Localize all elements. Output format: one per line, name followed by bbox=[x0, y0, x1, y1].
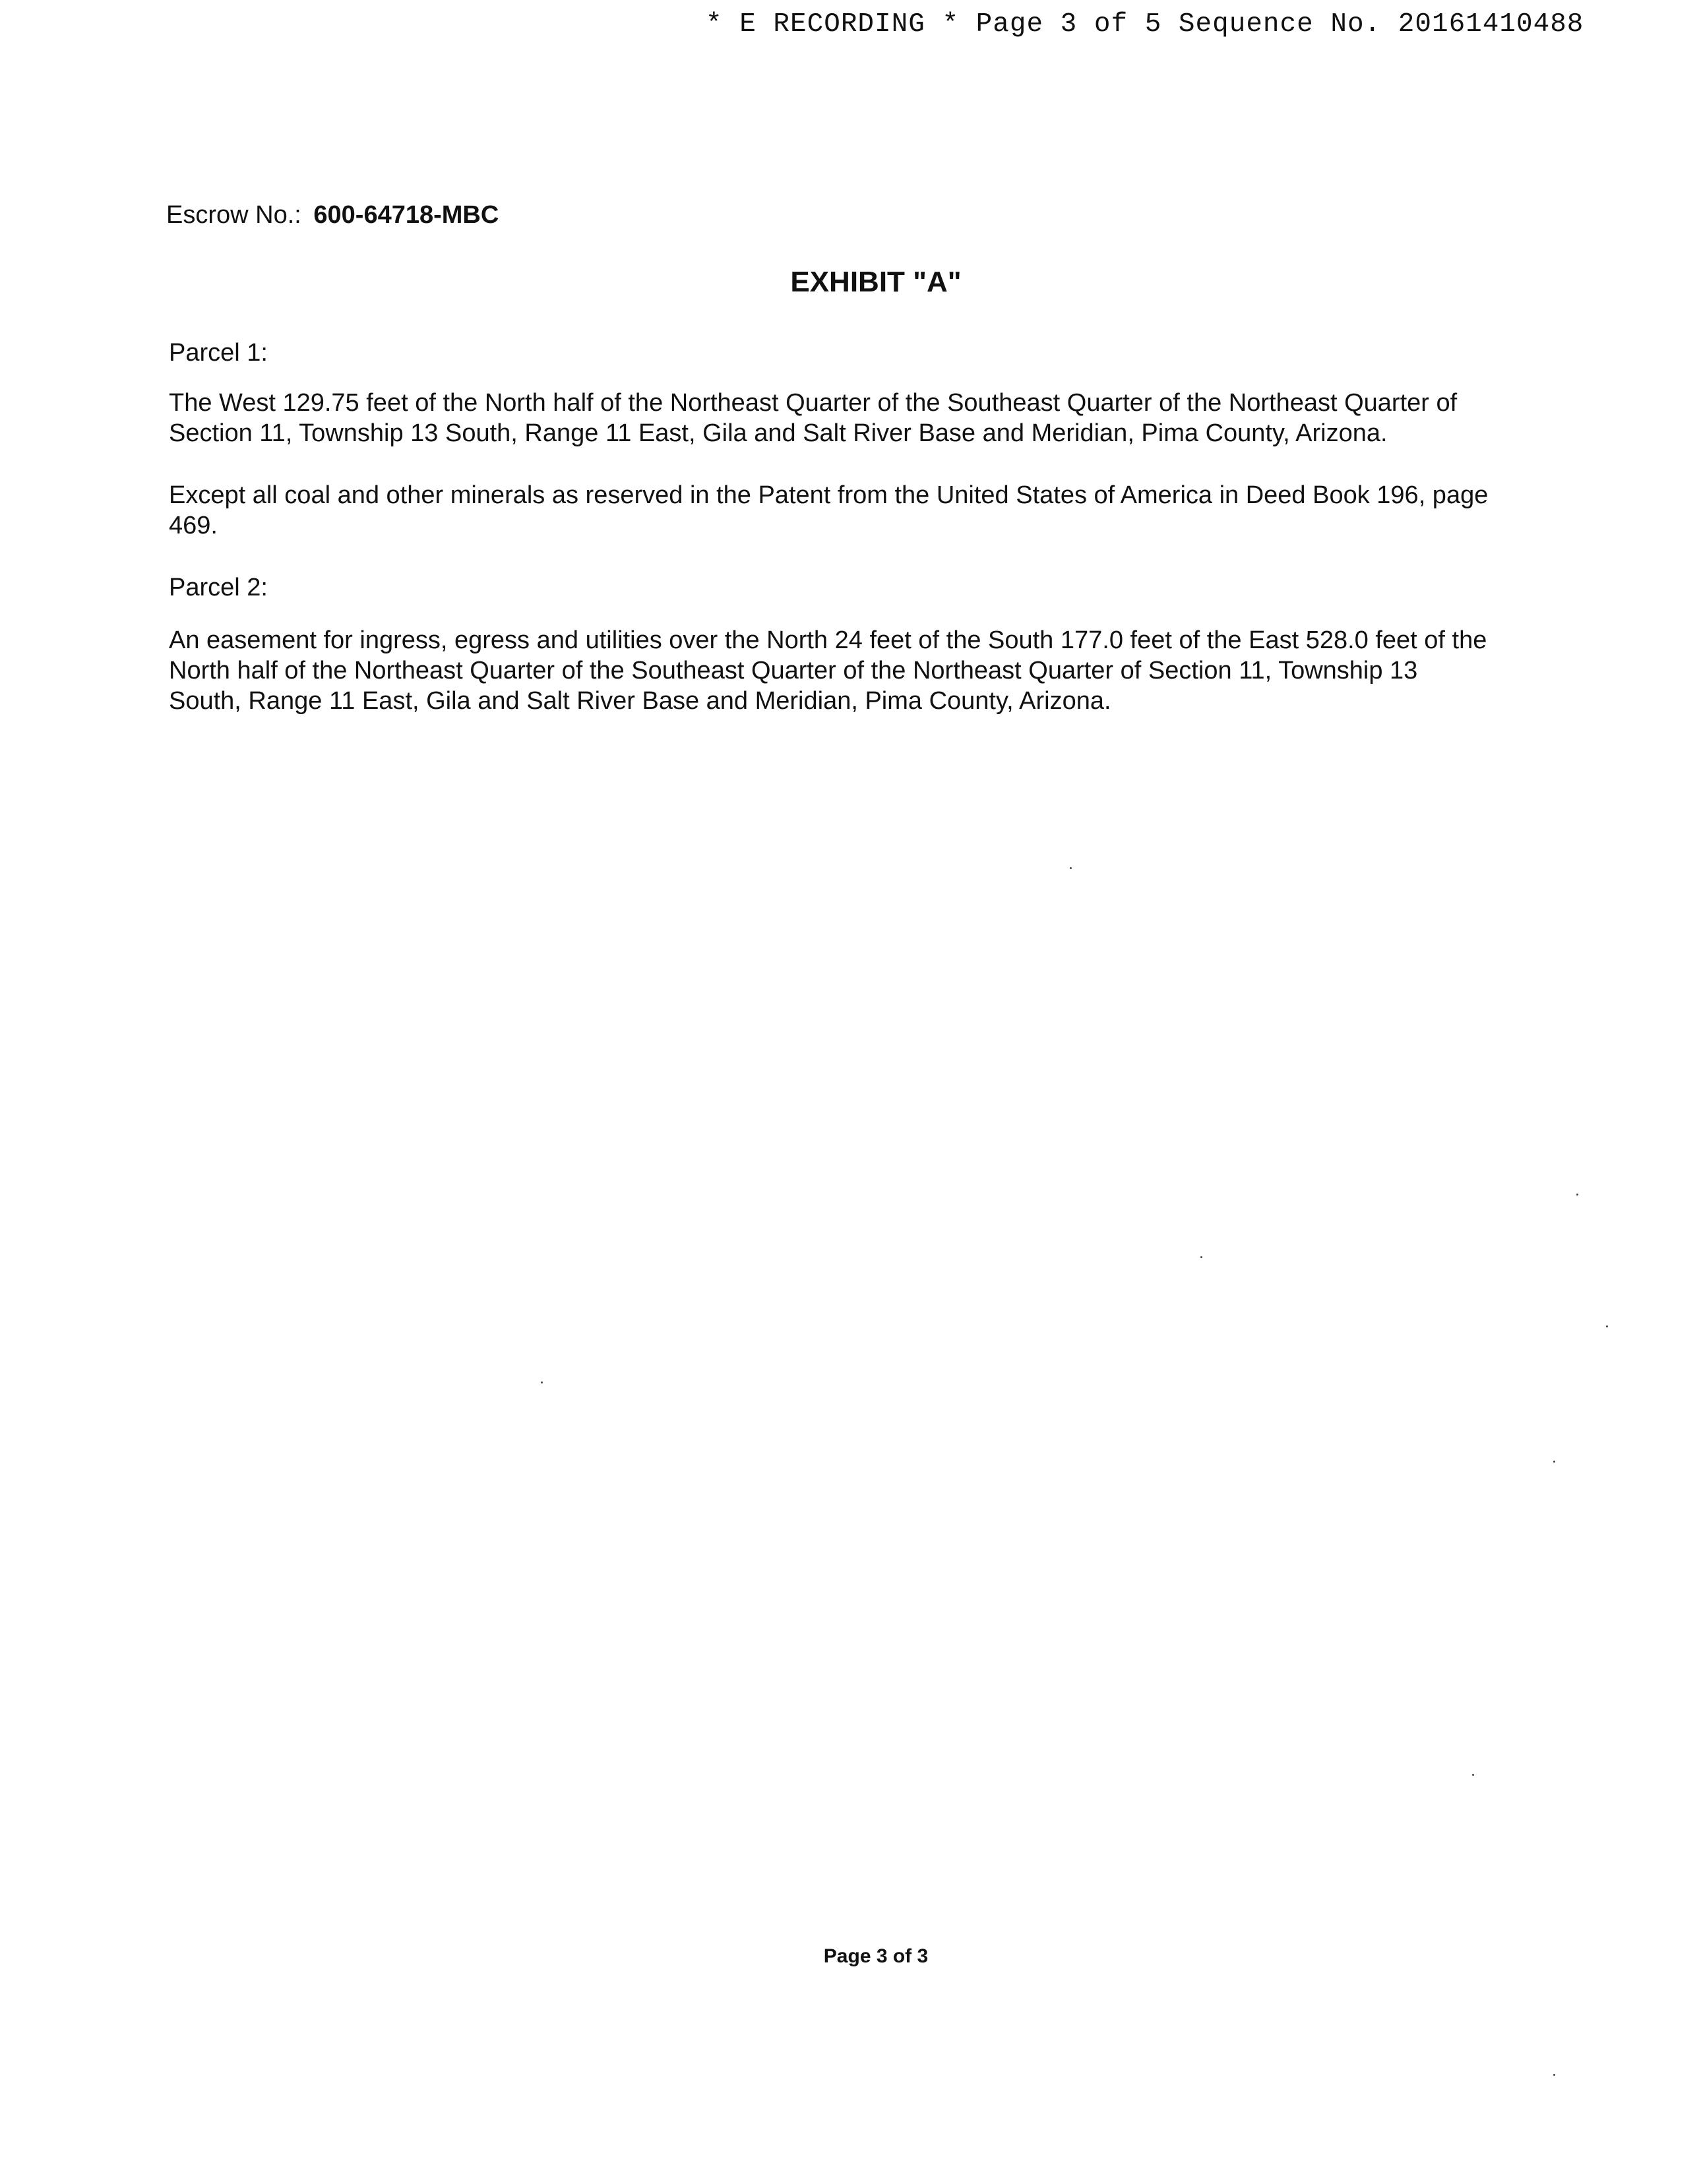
escrow-number: 600-64718-MBC bbox=[313, 201, 499, 229]
parcel-1-exception: Except all coal and other minerals as reserved in the Patent from the United States of America in Deed Book 196, page 469. bbox=[169, 481, 1489, 539]
recording-header: * E RECORDING * Page 3 of 5 Sequence No. 20161410488 bbox=[706, 9, 1584, 40]
page-footer: Page 3 of 3 bbox=[823, 1945, 929, 1967]
parcel-2-label: Parcel 2: bbox=[169, 574, 268, 601]
parcel-1-label: Parcel 1: bbox=[169, 339, 268, 367]
escrow-line bbox=[166, 201, 499, 229]
parcel-2-easement: An easement for ingress, egress and utilities over the North 24 feet of the South 177.0 feet of the East 528.0 feet of the North half of the Northeast Quarter of the Southeast Quarter of the Northeast Quarter of Section 11, Township 13 South, Range 11 East, Gila and Salt River Base and Meridian, Pima County, Arizona. bbox=[169, 626, 1487, 715]
exhibit-title: EXHIBIT "A" bbox=[790, 266, 962, 298]
escrow-label: Escrow No.: bbox=[166, 201, 301, 229]
parcel-1-description: The West 129.75 feet of the North half of the Northeast Quarter of the Southeast Quarter of the Northeast Quarter of Section 11, Township 13 South, Range 11 East, Gila and Salt River Base and Meridian, Pima County, Arizona. bbox=[169, 389, 1458, 447]
